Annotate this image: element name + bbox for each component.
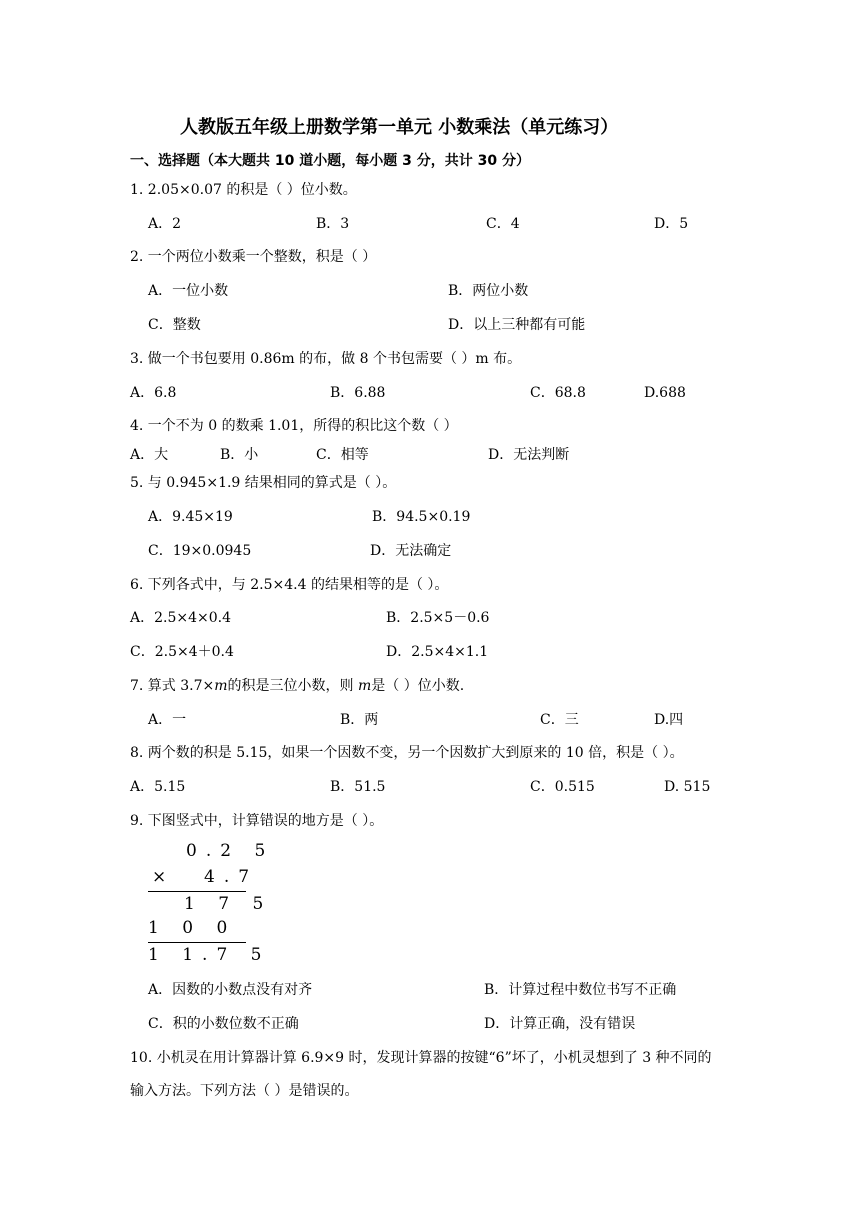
option-d: D．5: [654, 216, 689, 232]
page-title: 人教版五年级上册数学第一单元 小数乘法（单元练习）: [180, 117, 619, 138]
option-c: C．4: [486, 216, 520, 232]
question-stem: 7. 算式 3.7×m的积是三位小数，则 m是（ ）位小数.: [130, 678, 465, 694]
question-stem-line-1: 10. 小机灵在用计算器计算 6.9×9 时，发现计算器的按键“6”坏了，小机灵想到了 3 种不同的: [130, 1050, 712, 1066]
option-d: D．2.5×4×1.1: [386, 644, 489, 660]
question-stem: 8. 两个数的积是 5.15，如果一个因数不变，另一个因数扩大到原来的 10 倍，积是（ ）。: [130, 745, 684, 761]
option-d: D．以上三种都有可能: [448, 317, 586, 333]
option-c: C．三: [540, 712, 579, 728]
option-c: C．整数: [148, 317, 201, 333]
option-b: B．小: [220, 447, 259, 463]
multiplicand: 0.2 5: [186, 841, 275, 861]
option-b: B．2.5×5－0.6: [386, 610, 490, 626]
option-a: A．5.15: [130, 779, 186, 795]
option-a: A．一位小数: [148, 283, 229, 299]
option-a: A．6.8: [130, 385, 177, 401]
option-c: C．相等: [316, 447, 369, 463]
option-d: D. 515: [664, 779, 711, 795]
question-stem: 5. 与 0.945×1.9 结果相同的算式是（ ）。: [130, 475, 397, 491]
calc-rule-1: [148, 891, 246, 892]
question-stem: 2. 一个两位小数乘一个整数，积是（ ）: [130, 249, 377, 265]
question-stem: 4. 一个不为 0 的数乘 1.01，所得的积比这个数（ ）: [130, 418, 458, 434]
question-stem-line-2: 输入方法。下列方法（ ）是错误的。: [130, 1083, 359, 1099]
multiplier: 4.7: [204, 867, 259, 887]
partial-product-1: 1 7 5: [184, 894, 273, 914]
option-b: B．51.5: [330, 779, 386, 795]
question-stem: 3. 做一个书包要用 0.86m 的布，做 8 个书包需要（ ）m 布。: [130, 351, 522, 367]
option-b: B．3: [316, 216, 350, 232]
option-d: D.688: [644, 385, 686, 401]
calc-rule-2: [148, 942, 246, 943]
option-c: C．积的小数位数不正确: [148, 1016, 299, 1032]
option-c: C．0.515: [530, 779, 595, 795]
option-d: D.四: [654, 712, 684, 728]
option-c: C．68.8: [530, 385, 586, 401]
section-heading: 一、选择题（本大题共 10 道小题，每小题 3 分，共计 30 分）: [130, 153, 530, 169]
option-b: B．6.88: [330, 385, 386, 401]
option-b: B．94.5×0.19: [372, 509, 471, 525]
option-d: D．无法判断: [488, 447, 570, 463]
option-b: B．两位小数: [448, 283, 529, 299]
option-b: B．计算过程中数位书写不正确: [484, 982, 677, 998]
option-a: A．大: [130, 447, 169, 463]
option-a: A．2.5×4×0.4: [130, 610, 232, 626]
option-a: A．因数的小数点没有对齐: [148, 982, 313, 998]
partial-product-2: 1 0 0: [148, 918, 237, 938]
option-b: B．两: [340, 712, 379, 728]
option-d: D．无法确定: [370, 543, 452, 559]
option-c: C．2.5×4＋0.4: [130, 644, 234, 660]
question-stem: 1. 2.05×0.07 的积是（ ）位小数。: [130, 182, 357, 198]
option-a: A．2: [148, 216, 182, 232]
product: 1 1.7 5: [148, 945, 271, 965]
option-d: D．计算正确，没有错误: [484, 1016, 636, 1032]
option-c: C．19×0.0945: [148, 543, 252, 559]
times-sign: ×: [152, 867, 176, 887]
question-stem: 6. 下列各式中，与 2.5×4.4 的结果相等的是（ ）。: [130, 577, 449, 593]
option-a: A．一: [148, 712, 187, 728]
question-stem: 9. 下图竖式中，计算错误的地方是（ ）。: [130, 813, 384, 829]
option-a: A．9.45×19: [148, 509, 233, 525]
